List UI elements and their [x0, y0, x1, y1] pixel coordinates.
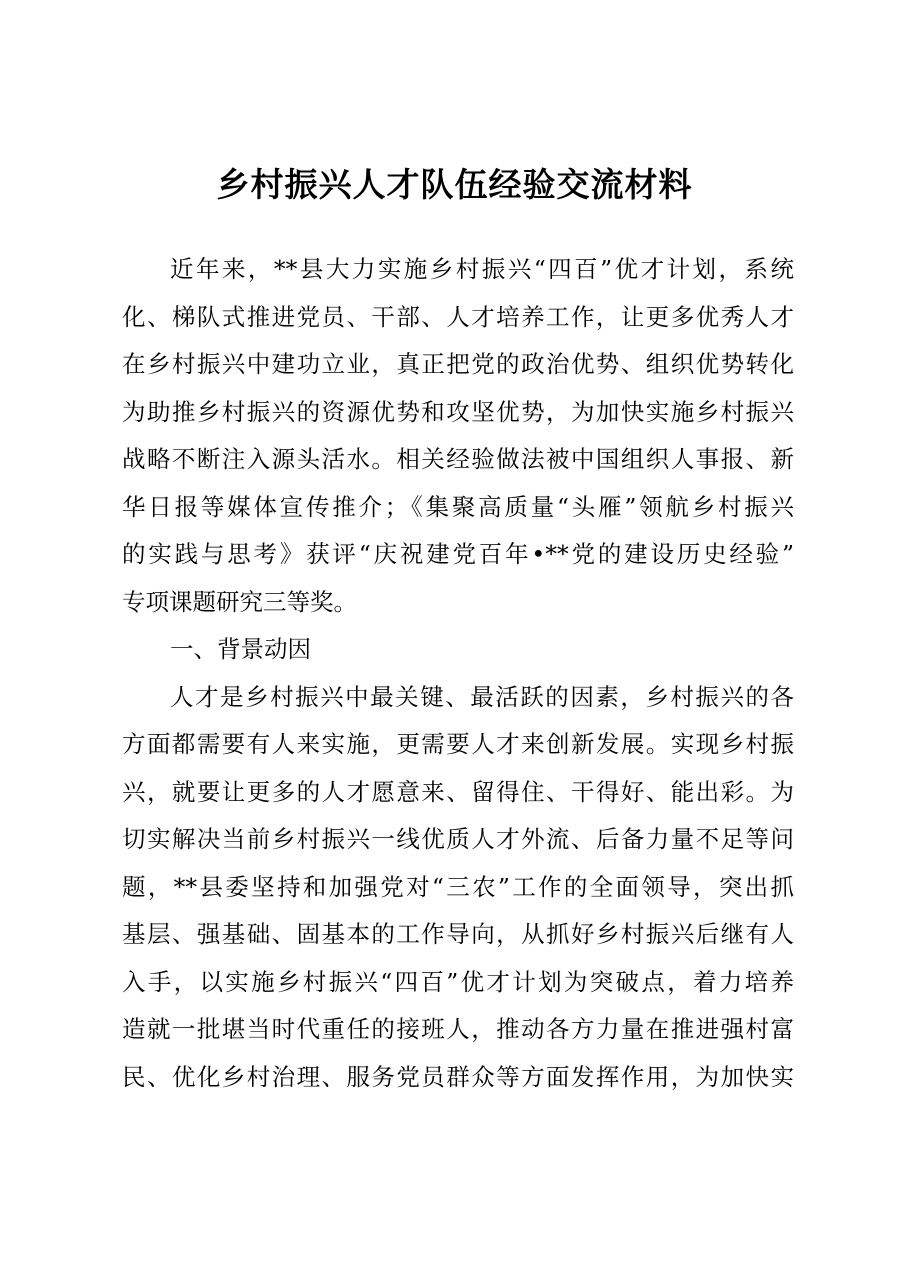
text-line: 近年来，**县大力实施乡村振兴“四百”优才计划，系统	[170, 255, 794, 283]
text-line: 题，**县委坚持和加强党对“三农”工作的全面领导，突出抓	[122, 872, 794, 901]
text-line: 兴，就要让更多的人才愿意来、留得住、干得好、能出彩。为	[122, 777, 794, 806]
text-line: 战略不断注入源头活水。相关经验做法被中国组织人事报、新	[122, 445, 794, 473]
text-line: 华日报等媒体宣传推介；《集聚高质量“头雁”领航乡村振兴	[122, 492, 794, 521]
text-line: 专项课题研究三等奖。	[122, 587, 357, 616]
section-heading	[122, 626, 794, 674]
document-title: 乡村振兴人才队伍经验交流材料	[216, 165, 693, 204]
section-heading-text: 一、背景动因	[170, 635, 311, 663]
text-line: 入手，以实施乡村振兴“四百”优才计划为突破点，着力培养	[122, 967, 794, 996]
text-line: 在乡村振兴中建功立业，真正把党的政治优势、组织优势转化	[122, 350, 794, 378]
text-line: 为助推乡村振兴的资源优势和攻坚优势，为加快实施乡村振兴	[122, 397, 794, 426]
document-body	[122, 246, 794, 1101]
text-line: 人才是乡村振兴中最关键、最活跃的因素，乡村振兴的各	[170, 682, 794, 711]
text-line: 的实践与思考》获评“庆祝建党百年•**党的建设历史经验”	[122, 540, 794, 568]
text-line: 化、梯队式推进党员、干部、人才培养工作，让更多优秀人才	[122, 302, 794, 331]
paragraph-intro	[122, 246, 794, 626]
text-line: 造就一批堪当时代重任的接班人，推动各方力量在推进强村富	[122, 1015, 794, 1043]
paragraph-background	[122, 674, 794, 1102]
text-line: 基层、强基础、固基本的工作导向，从抓好乡村振兴后继有人	[122, 920, 794, 948]
text-line: 民、优化乡村治理、服务党员群众等方面发挥作用，为加快实	[122, 1062, 794, 1091]
text-line: 方面都需要有人来实施，更需要人才来创新发展。实现乡村振	[122, 730, 794, 758]
text-line: 切实解决当前乡村振兴一线优质人才外流、后备力量不足等问	[122, 825, 794, 853]
